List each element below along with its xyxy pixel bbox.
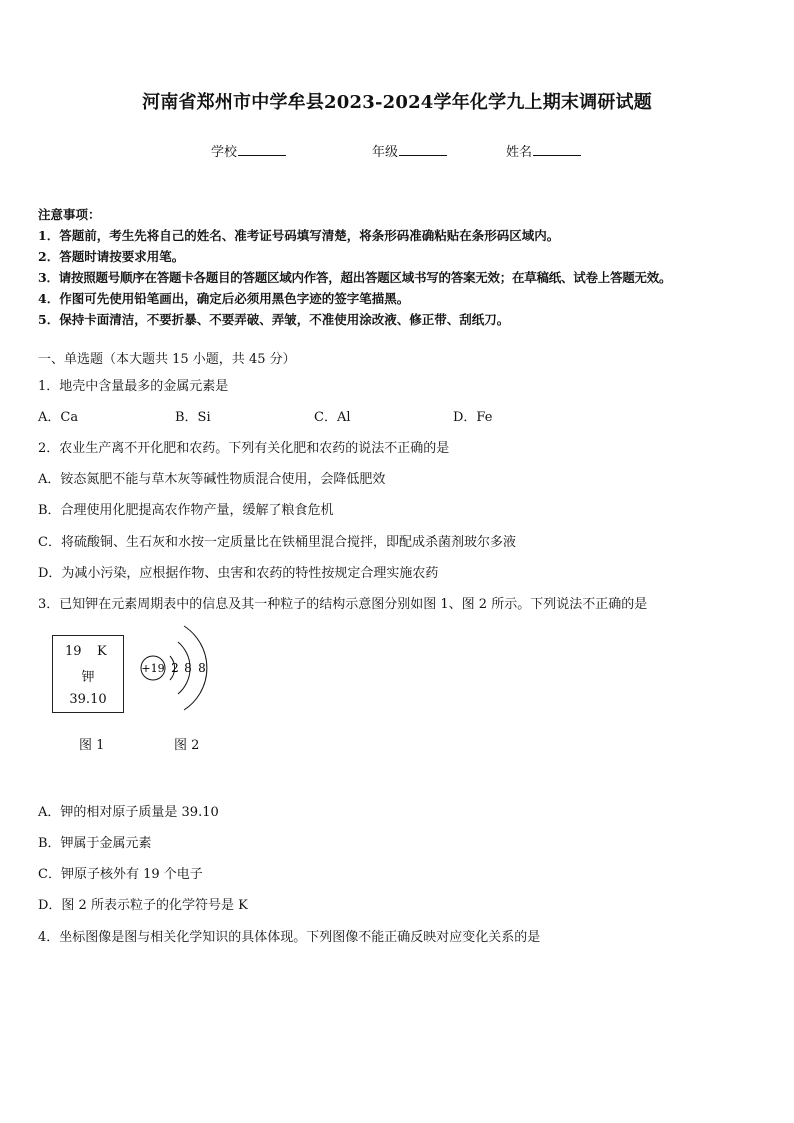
- q1-option-a[interactable]: A．Ca: [38, 410, 79, 425]
- shell-electrons-1: 2: [171, 661, 179, 675]
- question-3-stem: 3．已知钾在元素周期表中的信息及其一种粒子的结构示意图分别如图 1、图 2 所示。下列说法不正确的是: [38, 597, 648, 612]
- name-blank[interactable]: [533, 143, 581, 156]
- name-field[interactable]: [506, 141, 581, 160]
- note-item: 3．请按照题号顺序在答题卡各题目的答题区域内作答，超出答题区域书写的答案无效；在草稿纸、试卷上答题无效。: [38, 270, 672, 285]
- q3-option-d[interactable]: D．图 2 所表示粒子的化学符号是 K: [38, 898, 248, 913]
- figure-1-caption: 图 1: [79, 738, 105, 753]
- q1-option-c[interactable]: C．Al: [314, 410, 351, 425]
- question-2-stem: 2．农业生产离不开化肥和农药。下列有关化肥和农药的说法不正确的是: [38, 441, 450, 456]
- q3-option-c[interactable]: C．钾原子核外有 19 个电子: [38, 867, 203, 882]
- element-name: 钾: [81, 670, 95, 685]
- note-item: 5．保持卡面清洁，不要折暴、不要弄破、弄皱，不准使用涂改液、修正带、刮纸刀。: [38, 312, 510, 327]
- q2-option-c[interactable]: C．将硫酸铜、生石灰和水按一定质量比在铁桶里混合搅拌，即配成杀菌剂玻尔多液: [38, 535, 516, 550]
- shell-electrons-2: 8: [184, 661, 192, 675]
- q3-option-b[interactable]: B．钾属于金属元素: [38, 836, 152, 851]
- q2-option-b[interactable]: B．合理使用化肥提高农作物产量，缓解了粮食危机: [38, 503, 334, 518]
- school-label: 学校: [211, 145, 238, 160]
- section-heading: 一、单选题（本大题共 15 小题，共 45 分）: [38, 352, 296, 367]
- element-symbol: K: [97, 644, 107, 659]
- q2-option-d[interactable]: D．为减小污染，应根据作物、虫害和农药的特性按规定合理实施农药: [38, 566, 439, 581]
- name-label: 姓名: [506, 145, 533, 160]
- q1-option-b[interactable]: B．Si: [175, 410, 211, 425]
- note-item: 1．答题前，考生先将自己的姓名、准考证号码填写清楚，将条形码准确粘贴在条形码区域内。: [38, 228, 560, 243]
- question-4-stem: 4．坐标图像是图与相关化学知识的具体体现。下列图像不能正确反映对应变化关系的是: [38, 930, 541, 945]
- atomic-number: 19: [65, 644, 82, 659]
- page-title: 河南省郑州市中学牟县2023-2024学年化学九上期末调研试题: [142, 92, 652, 113]
- grade-field[interactable]: [372, 141, 447, 160]
- school-blank[interactable]: [238, 143, 286, 156]
- grade-label: 年级: [372, 145, 399, 160]
- grade-blank[interactable]: [399, 143, 447, 156]
- q1-option-d[interactable]: D．Fe: [453, 410, 493, 425]
- nucleus-charge: +19: [141, 662, 165, 675]
- q2-option-a[interactable]: A．铵态氮肥不能与草木灰等碱性物质混合使用，会降低肥效: [38, 472, 386, 487]
- note-item: 4．作图可先使用铅笔画出，确定后必须用黑色字迹的签字笔描黑。: [38, 291, 410, 306]
- notes-section: [38, 204, 671, 330]
- question-1-stem: 1．地壳中含量最多的金属元素是: [38, 379, 229, 394]
- figure-2-caption: 图 2: [174, 738, 200, 753]
- atomic-structure-diagram: [134, 618, 224, 720]
- atomic-mass: 39.10: [69, 692, 107, 707]
- note-item: 2．答题时请按要求用笔。: [38, 249, 185, 264]
- periodic-table-cell: [52, 635, 124, 713]
- q3-option-a[interactable]: A．钾的相对原子质量是 39.10: [38, 805, 219, 820]
- notes-heading: 注意事项：: [38, 207, 101, 222]
- shell-electrons-3: 8: [198, 661, 206, 675]
- school-field[interactable]: [211, 141, 286, 160]
